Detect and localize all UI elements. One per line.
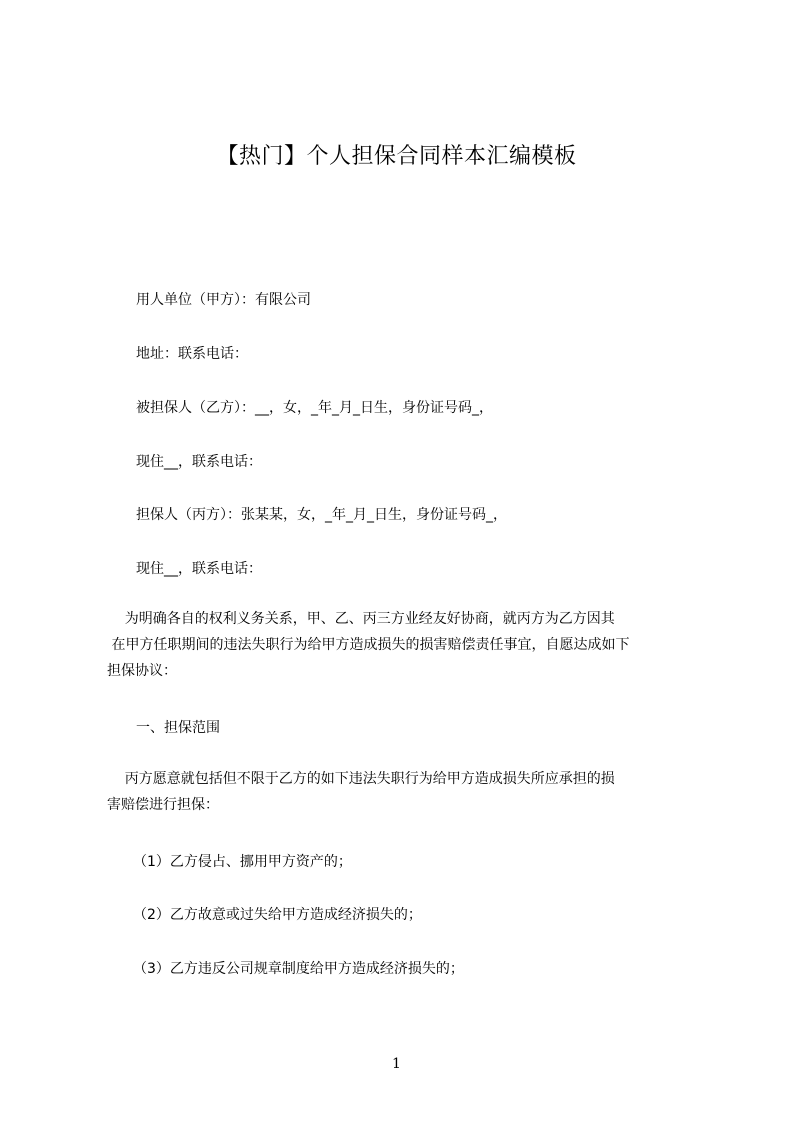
guarantor-residence-line: 现住__，联系电话： xyxy=(136,561,262,577)
guarantor-line: 担保人（丙方）：张某某，女，_年_月_日生，身份证号码_， xyxy=(136,507,507,523)
section-body-line: 害赔偿进行担保： xyxy=(107,797,219,813)
guaranteed-party-line: 被担保人（乙方）：__，女，_年_月_日生，身份证号码_， xyxy=(136,400,493,416)
list-item: （2）乙方故意或过失给甲方造成经济损失的； xyxy=(133,907,422,923)
section-body xyxy=(107,766,707,818)
employer-line: 用人单位（甲方）：有限公司 xyxy=(136,292,311,308)
document-title: 【热门】个人担保合同样本汇编模板 xyxy=(216,144,577,169)
section-body-line: 丙方愿意就包括但不限于乙方的如下违法失职行为给甲方造成损失所应承担的损 xyxy=(107,771,615,787)
list-item: （3）乙方违反公司规章制度给甲方造成经济损失的； xyxy=(133,961,464,977)
intro-line: 在甲方任职期间的违法失职行为给甲方造成损失的损害赔偿责任事宜，自愿达成如下 xyxy=(107,637,630,653)
guaranteed-residence-line: 现住__，联系电话： xyxy=(136,454,262,470)
intro-paragraph xyxy=(107,606,707,684)
list-item: （1）乙方侵占、挪用甲方资产的； xyxy=(133,854,352,870)
intro-line: 担保协议： xyxy=(107,663,177,679)
section-heading: 一、担保范围 xyxy=(136,720,220,736)
address-line: 地址：联系电话： xyxy=(136,346,248,362)
page-number: 1 xyxy=(392,1056,401,1072)
intro-line: 为明确各自的权利义务关系，甲、乙、丙三方业经友好协商，就丙方为乙方因其 xyxy=(107,611,615,627)
